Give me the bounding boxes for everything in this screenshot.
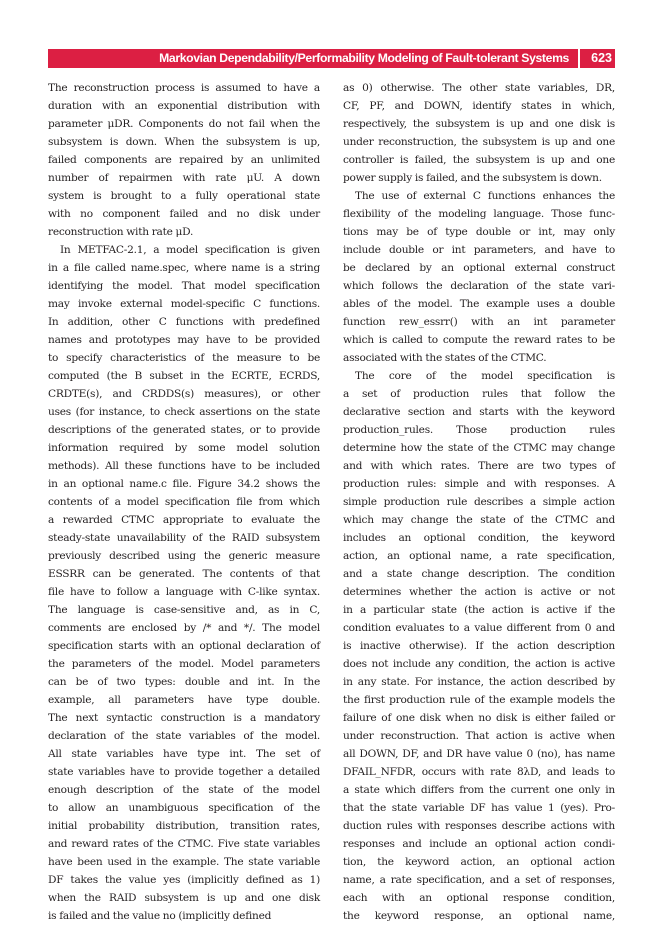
- text-line: to specify characteristics of the measure to be: [48, 352, 320, 364]
- text-line: tion, the keyword action, an optional action: [343, 856, 615, 868]
- text-line: descriptions of the generated states, or to provide: [48, 424, 320, 436]
- text-line: action, an optional name, a rate specification,: [343, 550, 615, 562]
- text-line: The next syntactic construction is a mandatory: [48, 712, 320, 724]
- text-line: CF, PF, and DOWN, identify states in which,: [343, 100, 615, 112]
- text-line: all DOWN, DF, and DR have value 0 (no), has name: [343, 748, 615, 760]
- text-line: previously described using the generic measure: [48, 550, 320, 562]
- text-line: function rew_essrr() with an int parameter: [343, 316, 615, 328]
- text-line: the keyword response, an optional name,: [343, 910, 615, 922]
- text-line: parameter μDR. Components do not fail when the: [48, 118, 320, 130]
- text-line: respectively, the subsystem is up and one disk is: [343, 118, 615, 130]
- text-line: DFAIL_NFDR, occurs with rate 8λD, and leads to: [343, 766, 615, 778]
- text-line: production rules: simple and with responses. A: [343, 478, 615, 490]
- text-line: ESSRR can be generated. The contents of that: [48, 568, 320, 580]
- text-line: responses and include an optional action condi-: [343, 838, 615, 850]
- text-line: in a particular state (the action is active if the: [343, 604, 615, 616]
- text-line: production_rules. Those production rules: [343, 424, 615, 436]
- text-line: The reconstruction process is assumed to have a: [48, 82, 320, 94]
- left-column: [48, 79, 320, 925]
- text-line: In addition, other C functions with predefined: [48, 316, 320, 328]
- right-column: [343, 79, 615, 925]
- text-line: a set of production rules that follow the: [343, 388, 615, 400]
- text-line: associated with the states of the CTMC.: [343, 352, 547, 364]
- text-line: identifying the model. That model specification: [48, 280, 320, 292]
- text-line: specification starts with an optional declaration of: [48, 640, 320, 652]
- text-line: condition evaluates to a value different from 0 and: [343, 622, 615, 634]
- text-line: In METFAC-2.1, a model specification is given: [60, 244, 320, 256]
- text-line: can be of two types: double and int. In the: [48, 676, 320, 688]
- text-line: which is called to compute the reward rates to be: [343, 334, 615, 346]
- text-line: in an optional name.c file. Figure 34.2 shows the: [48, 478, 320, 490]
- text-line: have been used in the example. The state variable: [48, 856, 320, 868]
- text-line: The language is case-sensitive and, as in C,: [48, 604, 320, 616]
- text-line: failure of one disk when no disk is either failed or: [343, 712, 615, 724]
- text-line: declarative section and starts with the keyword: [343, 406, 615, 418]
- text-line: information required by some model solution: [48, 442, 320, 454]
- text-line: with no component failed and no disk under: [48, 208, 320, 220]
- text-line: flexibility of the modeling language. Those func-: [343, 208, 615, 220]
- text-line: power supply is failed, and the subsystem is down.: [343, 172, 602, 184]
- text-line: enough description of the state of the model: [48, 784, 320, 796]
- text-line: comments are enclosed by /* and */. The model: [48, 622, 320, 634]
- text-line: under reconstruction. That action is active when: [343, 730, 615, 742]
- text-line: computed (the B subset in the ECRTE, ECRDS,: [48, 370, 320, 382]
- page-number: 623: [591, 51, 612, 65]
- text-line: the parameters of the model. Model parameters: [48, 658, 320, 670]
- text-line: under reconstruction, the subsystem is up and one: [343, 136, 615, 148]
- text-line: when the RAID subsystem is up and one disk: [48, 892, 320, 904]
- text-line: does not include any condition, the action is active: [343, 658, 615, 670]
- text-line: tions may be of type double or int, may only: [343, 226, 615, 238]
- text-line: determine how the state of the CTMC may change: [343, 442, 615, 454]
- text-line: the first production rule of the example models the: [343, 694, 615, 706]
- text-line: The use of external C functions enhances the: [355, 190, 615, 202]
- text-line: which may change the state of the CTMC and: [343, 514, 615, 526]
- text-line: name, a rate specification, and a set of responses,: [343, 874, 615, 886]
- text-line: may invoke external model-specific C functions.: [48, 298, 320, 310]
- text-line: example, all parameters have type double.: [48, 694, 320, 706]
- text-line: and a state change description. The condition: [343, 568, 615, 580]
- header-separator: [578, 49, 580, 68]
- text-line: state variables have to provide together a detailed: [48, 766, 320, 778]
- text-line: number of repairmen with rate μU. A down: [48, 172, 320, 184]
- text-line: each with an optional response condition,: [343, 892, 615, 904]
- text-line: The core of the model specification is: [355, 370, 615, 382]
- text-line: is failed and the value no (implicitly defined: [48, 910, 272, 922]
- text-line: declaration of the state variables of the model.: [48, 730, 320, 742]
- text-line: and reward rates of the CTMC. Five state variables: [48, 838, 320, 850]
- header-title: Markovian Dependability/Performability Modeling of Fault-tolerant Systems: [159, 51, 569, 65]
- text-line: subsystem is down. When the subsystem is up,: [48, 136, 320, 148]
- text-line: simple production rule describes a simple action: [343, 496, 615, 508]
- text-line: contents of a model specification file from which: [48, 496, 320, 508]
- text-line: is inactive otherwise). If the action description: [343, 640, 615, 652]
- text-line: initial probability distribution, transition rates,: [48, 820, 320, 832]
- text-line: names and prototypes may have to be provided: [48, 334, 320, 346]
- text-line: to allow an unambiguous specification of the: [48, 802, 320, 814]
- text-line: as 0) otherwise. The other state variables, DR,: [343, 82, 615, 94]
- text-line: determines whether the action is active or not: [343, 586, 615, 598]
- text-line: controller is failed, the subsystem is up and one: [343, 154, 615, 166]
- text-line: a state which differs from the current one only in: [343, 784, 615, 796]
- text-line: DF takes the value yes (implicitly defined as 1): [48, 874, 320, 886]
- running-header: [48, 49, 615, 68]
- text-line: which follows the declaration of the state vari-: [343, 280, 615, 292]
- text-line: reconstruction with rate μD.: [48, 226, 194, 238]
- text-line: failed components are repaired by an unlimited: [48, 154, 320, 166]
- text-line: in a file called name.spec, where name is a string: [48, 262, 320, 274]
- text-line: duction rules with responses describe actions with: [343, 820, 615, 832]
- text-line: file have to follow a language with C-like syntax.: [48, 586, 320, 598]
- text-line: system is brought to a fully operational state: [48, 190, 320, 202]
- text-line: a rewarded CTMC appropriate to evaluate the: [48, 514, 320, 526]
- text-line: CRDTE(s), and CRDDS(s) measures), or other: [48, 388, 320, 400]
- text-line: in any state. For instance, the action described by: [343, 676, 615, 688]
- text-line: and with which rates. There are two types of: [343, 460, 615, 472]
- text-line: ables of the model. The example uses a double: [343, 298, 615, 310]
- text-line: includes an optional condition, the keyword: [343, 532, 615, 544]
- text-line: duration with an exponential distribution with: [48, 100, 320, 112]
- text-line: include double or int parameters, and have to: [343, 244, 615, 256]
- text-line: uses (for instance, to check assertions on the state: [48, 406, 320, 418]
- text-line: steady-state unavailability of the RAID subsystem: [48, 532, 320, 544]
- text-line: All state variables have type int. The set of: [48, 748, 320, 760]
- text-line: be declared by an optional external construct: [343, 262, 615, 274]
- text-line: that the state variable DF has value 1 (yes). Pro-: [343, 802, 615, 814]
- text-line: methods). All these functions have to be included: [48, 460, 320, 472]
